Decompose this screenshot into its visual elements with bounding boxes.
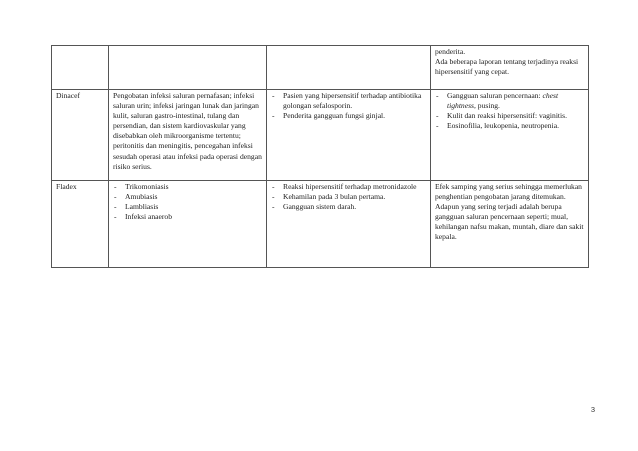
drug-name-cell: Fladex — [52, 181, 109, 268]
side-effect-cell — [431, 90, 589, 181]
page-number: 3 — [590, 405, 595, 414]
contraindication-cell — [267, 181, 431, 268]
table-row — [52, 181, 589, 268]
list-item: - Penderita gangguan fungsi ginjal. — [271, 111, 427, 121]
table-cell — [431, 46, 589, 90]
table-row — [52, 46, 589, 90]
list-item: - Kulit dan reaksi hipersensitif: vaginitis. — [435, 111, 585, 121]
side-effect-text: penderita. — [435, 47, 466, 56]
list-item: - Lambliasis — [113, 202, 263, 212]
list-item: - Amubiasis — [113, 192, 263, 202]
contraindication-cell — [267, 90, 431, 181]
table-row — [52, 90, 589, 181]
side-effect-italic: chest tightness, — [447, 91, 559, 111]
indication-cell: Pengobatan infeksi saluran pernafasan; infeksi saluran urin; infeksi jaringan lunak dan jaringan kulit, saluran gastro-intestinal, tulang dan persendian, dan sistem kardiovaskular yang disebabkan oleh mikroorganisme tertentu; peritonitis dan meningitis, pencegahan infeksi sesudah operasi atau infeksi pada operasi dengan risiko serius. — [109, 90, 267, 181]
table-cell — [52, 46, 109, 90]
list-item: - Reaksi hipersensitif terhadap metronidazole — [271, 182, 427, 192]
side-effect-text: Ada beberapa laporan tentang terjadinya reaksi hipersensitif yang cepat. — [435, 57, 579, 77]
list-item: - Infeksi anaerob — [113, 212, 263, 222]
side-effect-text: Gangguan saluran pencernaan: — [447, 91, 543, 100]
table-cell — [109, 46, 267, 90]
list-item: - Kehamilan pada 3 bulan pertama. — [271, 192, 427, 202]
list-item: - Eosinofilia, leukopenia, neutropenia. — [435, 121, 585, 131]
drug-table — [51, 45, 589, 268]
indication-cell — [109, 181, 267, 268]
list-item: - Trikomoniasis — [113, 182, 263, 192]
drug-name-cell: Dinacef — [52, 90, 109, 181]
list-item — [435, 91, 585, 111]
side-effect-cell: Efek samping yang serius sehingga memerlukan penghentian pengobatan jarang ditemukan. Adapun yang sering terjadi adalah berupa gangguan saluran pencernaan seperti; mual, kehilangan nafsu makan, muntah, diare dan sakit kepala. — [431, 181, 589, 268]
side-effect-text: pusing. — [475, 101, 500, 111]
table-cell — [267, 46, 431, 90]
list-item: - Pasien yang hipersensitif terhadap antibiotika golongan sefalosporin. — [271, 91, 427, 111]
list-item: - Gangguan sistem darah. — [271, 202, 427, 212]
